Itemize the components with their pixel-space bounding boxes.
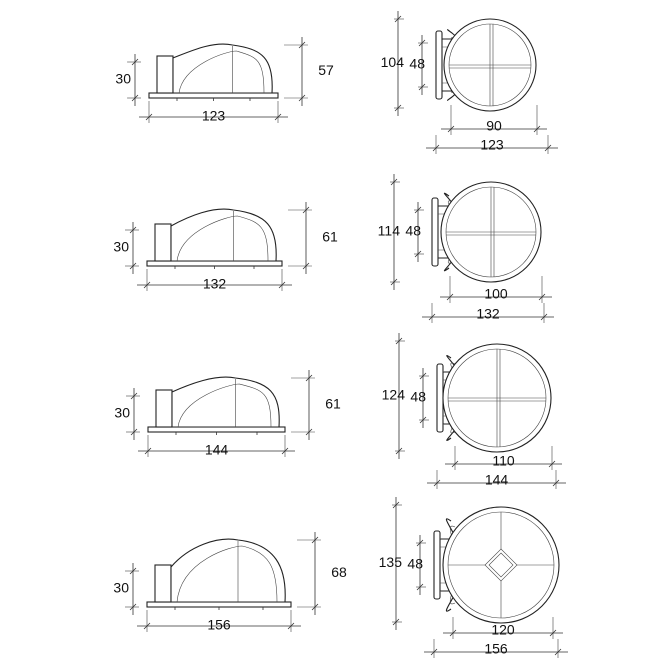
dimension-label: 123 [201,107,226,124]
back-block [155,565,171,602]
dimension-label: 110 [492,452,515,469]
back-block [155,224,171,261]
dimension-label: 144 [204,441,229,458]
dimension-label: 68 [331,564,347,581]
dimension-label: 156 [207,616,231,633]
base-plate [148,427,285,432]
plan-view [379,497,568,658]
side-view [113,202,338,292]
base-plate [149,93,278,98]
dome-body [172,377,279,427]
side-view [113,532,347,633]
dimension-label: 144 [484,471,509,488]
dimension-label: 104 [380,54,404,71]
dimension-label: 48 [407,555,423,572]
dimension-label: 132 [476,305,500,322]
plan-view [378,174,554,323]
wall-bracket [432,198,438,266]
dimension-label: 135 [378,554,402,571]
dimension-label: 61 [322,228,338,245]
dimension-label: 132 [202,275,227,292]
dimension-label: 114 [377,222,400,239]
dimension-label: 30 [113,238,129,255]
dimension-label: 48 [409,55,425,72]
dimension-label: 30 [113,579,129,596]
dimension-label: 100 [484,285,508,302]
dimension-label: 57 [318,62,334,79]
dimension-label: 123 [480,136,504,153]
plan-view [381,11,558,154]
side-view [114,370,341,458]
dimension-label: 30 [115,70,131,87]
product-row-4 [113,497,568,658]
dimension-label: 48 [405,222,421,239]
base-plate [147,261,282,266]
wall-bracket [434,531,440,599]
dimension-label: 120 [491,621,515,638]
wall-bracket [437,364,443,432]
product-row-2 [113,174,554,323]
plan-view [382,333,566,489]
dome-body [171,209,276,261]
wall-bracket [436,31,442,99]
product-row-3 [114,333,566,489]
dimension-label: 156 [484,640,508,657]
back-block [156,390,172,427]
back-block [157,56,173,93]
product-row-1 [115,11,558,154]
dimension-label: 61 [325,395,341,412]
base-plate [147,602,291,607]
dimension-label: 48 [410,388,426,405]
dimension-label: 30 [114,404,130,421]
side-view [115,37,334,124]
dimension-label: 90 [486,117,502,134]
dome-body [173,44,272,93]
dimension-label: 124 [381,386,405,403]
